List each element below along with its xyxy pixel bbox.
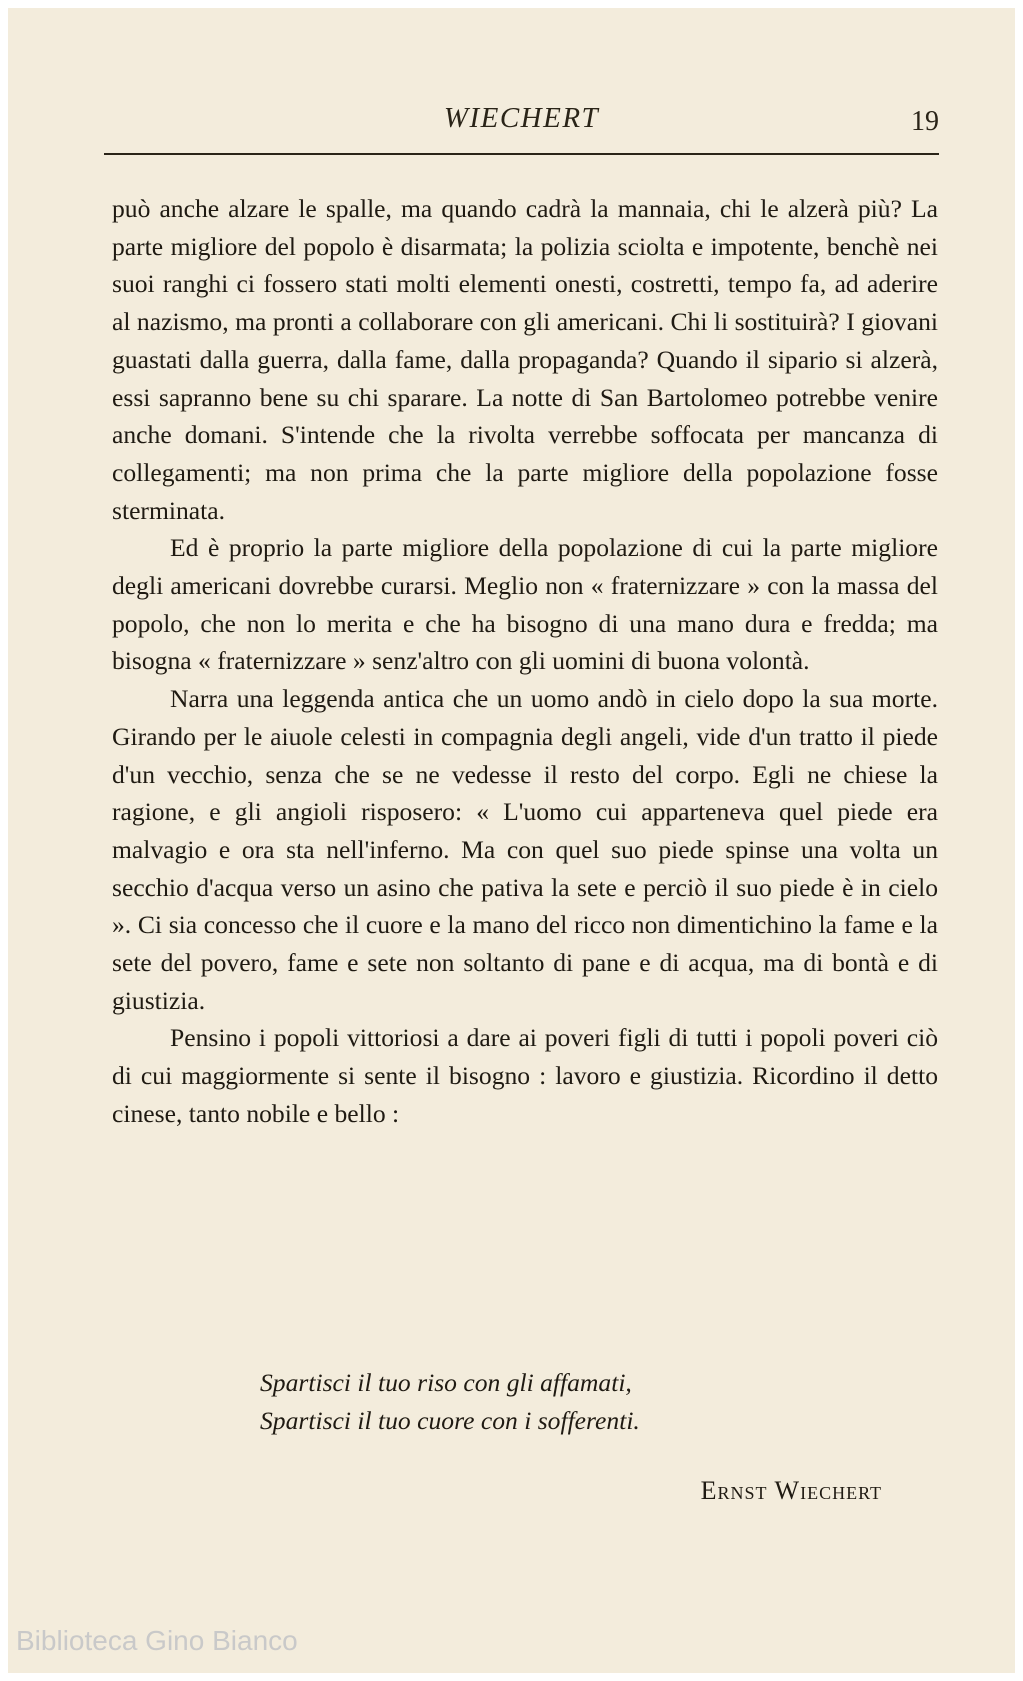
header-rule [104,153,939,155]
verse-line-1: Spartisci il tuo riso con gli affamati, [260,1368,632,1397]
library-watermark: Biblioteca Gino Bianco [16,1625,298,1656]
verse-line-2: Spartisci il tuo cuore con i sofferenti. [260,1406,640,1435]
paragraph-2: Ed è proprio la parte migliore della popolazione di cui la parte migliore degli americani dovrebbe curarsi. Meglio non « fraternizzare » con la massa del popolo, che non lo merita e che ha bisogno di una mano dura e fredda; ma bisogna « fraternizzare » senz'altro con gli uomini di buona volontà. [112,533,938,676]
quoted-verse [260,1364,640,1440]
body-text [112,190,938,1133]
author-signature: Ernst Wiechert [700,1476,882,1505]
page-number: 19 [911,106,939,137]
running-title: WIECHERT [443,102,600,134]
paragraph-4: Pensino i popoli vittoriosi a dare ai poveri figli di tutti i popoli poveri ciò di cui maggiormente si sente il bisogno : lavoro e giustizia. Ricordino il detto cinese, tanto nobile e bello : [112,1023,938,1128]
paragraph-1: può anche alzare le spalle, ma quando cadrà la mannaia, chi le alzerà più? La parte migliore del popolo è disarmata; la polizia sciolta e impotente, benchè nei suoi ranghi ci fossero stati molti elementi onesti, costretti, tempo fa, ad aderire al nazismo, ma pronti a collaborare con gli americani. Chi li sostituirà? I giovani guastati dalla guerra, dalla fame, dalla propaganda? Quando il sipario si alzerà, essi sapranno bene su chi sparare. La notte di San Bartolomeo potrebbe venire anche domani. S'intende che la rivolta verrebbe soffocata per mancanza di collegamenti; ma non prima che la parte migliore della popolazione fosse sterminata. [112,194,938,525]
page-header [104,96,939,146]
book-page [8,8,1015,1673]
paragraph-3: Narra una leggenda antica che un uomo andò in cielo dopo la sua morte. Girando per le aiuole celesti in compagnia degli angeli, vide d'un tratto il piede d'un vecchio, senza che se ne vedesse il resto del corpo. Egli ne chiese la ragione, e gli angioli risposero: « L'uomo cui apparteneva quel piede era malvagio e ora sta nell'inferno. Ma con quel suo piede spinse una volta un secchio d'acqua verso un asino che pativa la sete e perciò il suo piede è in cielo ». Ci sia concesso che il cuore e la mano del ricco non dimentichino la fame e la sete del povero, fame e sete non soltanto di pane e di acqua, ma di bontà e di giustizia. [112,684,938,1015]
